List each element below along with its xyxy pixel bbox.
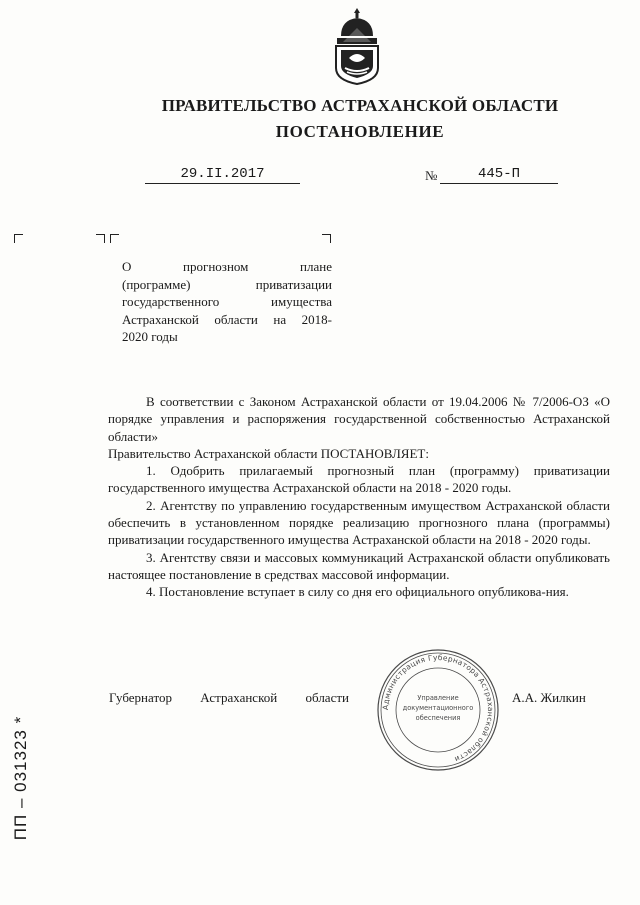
item-paragraph: 4. Постановление вступает в силу со дня его официального опубликова-ния. [146,584,569,600]
bracket-corner-mid-left [110,234,119,243]
document-number: 445-П [440,166,558,184]
coat-of-arms-icon [327,6,387,86]
form-serial-number [4,700,34,860]
subject-line: Астраханской области на 2018- [122,311,332,327]
subject-line: 2020 годы [122,329,178,344]
signatory-title: Губернатор Астраханской области [109,690,349,705]
subject-line: (программе) приватизации [122,276,332,292]
subject-line: О прогнозном плане [122,259,332,274]
item-paragraph: 2. Агентству по управлению государственным имуществом Астраханской области обеспечить в установленном порядке реализацию прогнозного плана (программы) приватизации государственного имущества Астраханской области на 2018 - 2020 годы. [108,497,610,548]
stamp-outer-text: Администрация Губернатора Астраханской области [380,652,496,764]
signatory-name: А.А. Жилкин [512,690,586,705]
document-type: ПОСТАНОВЛЕНИЕ [275,122,445,141]
decree-paragraph: Правительство Астраханской области ПОСТАНОВЛЯЕТ: [108,445,429,461]
organization-title: ПРАВИТЕЛЬСТВО АСТРАХАНСКОЙ ОБЛАСТИ [161,96,559,115]
document-subject [122,258,332,346]
subject-line: государственного имущества [122,294,332,309]
bracket-corner-right [322,234,331,243]
document-body [108,393,610,601]
item-paragraph: 3. Агентству связи и массовых коммуникаций Астраханской области опубликовать настоящее постановление в средствах массовой информации. [108,549,610,582]
stamp-inner-line: Управление [417,694,459,702]
bracket-corner-mid-right [96,234,105,243]
intro-paragraph: В соответствии с Законом Астраханской области от 19.04.2006 № 7/2006-ОЗ «О порядке управления и распоряжения государственной собственностью Астраханской области» [108,394,610,444]
document-date: 29.II.2017 [145,166,300,184]
item-paragraph: 1. Одобрить прилагаемый прогнозный план (программу) приватизации государственного имущества Астраханской области на 2018 - 2020 годы. [108,463,610,496]
bracket-corner-left [14,234,23,243]
stamp-inner-line: обеспечения [415,714,461,722]
serial-text: ПП – 031323 * [11,715,30,841]
stamp-inner-line: документационного [402,704,474,712]
number-sign: № [425,168,438,183]
official-stamp [376,648,500,772]
